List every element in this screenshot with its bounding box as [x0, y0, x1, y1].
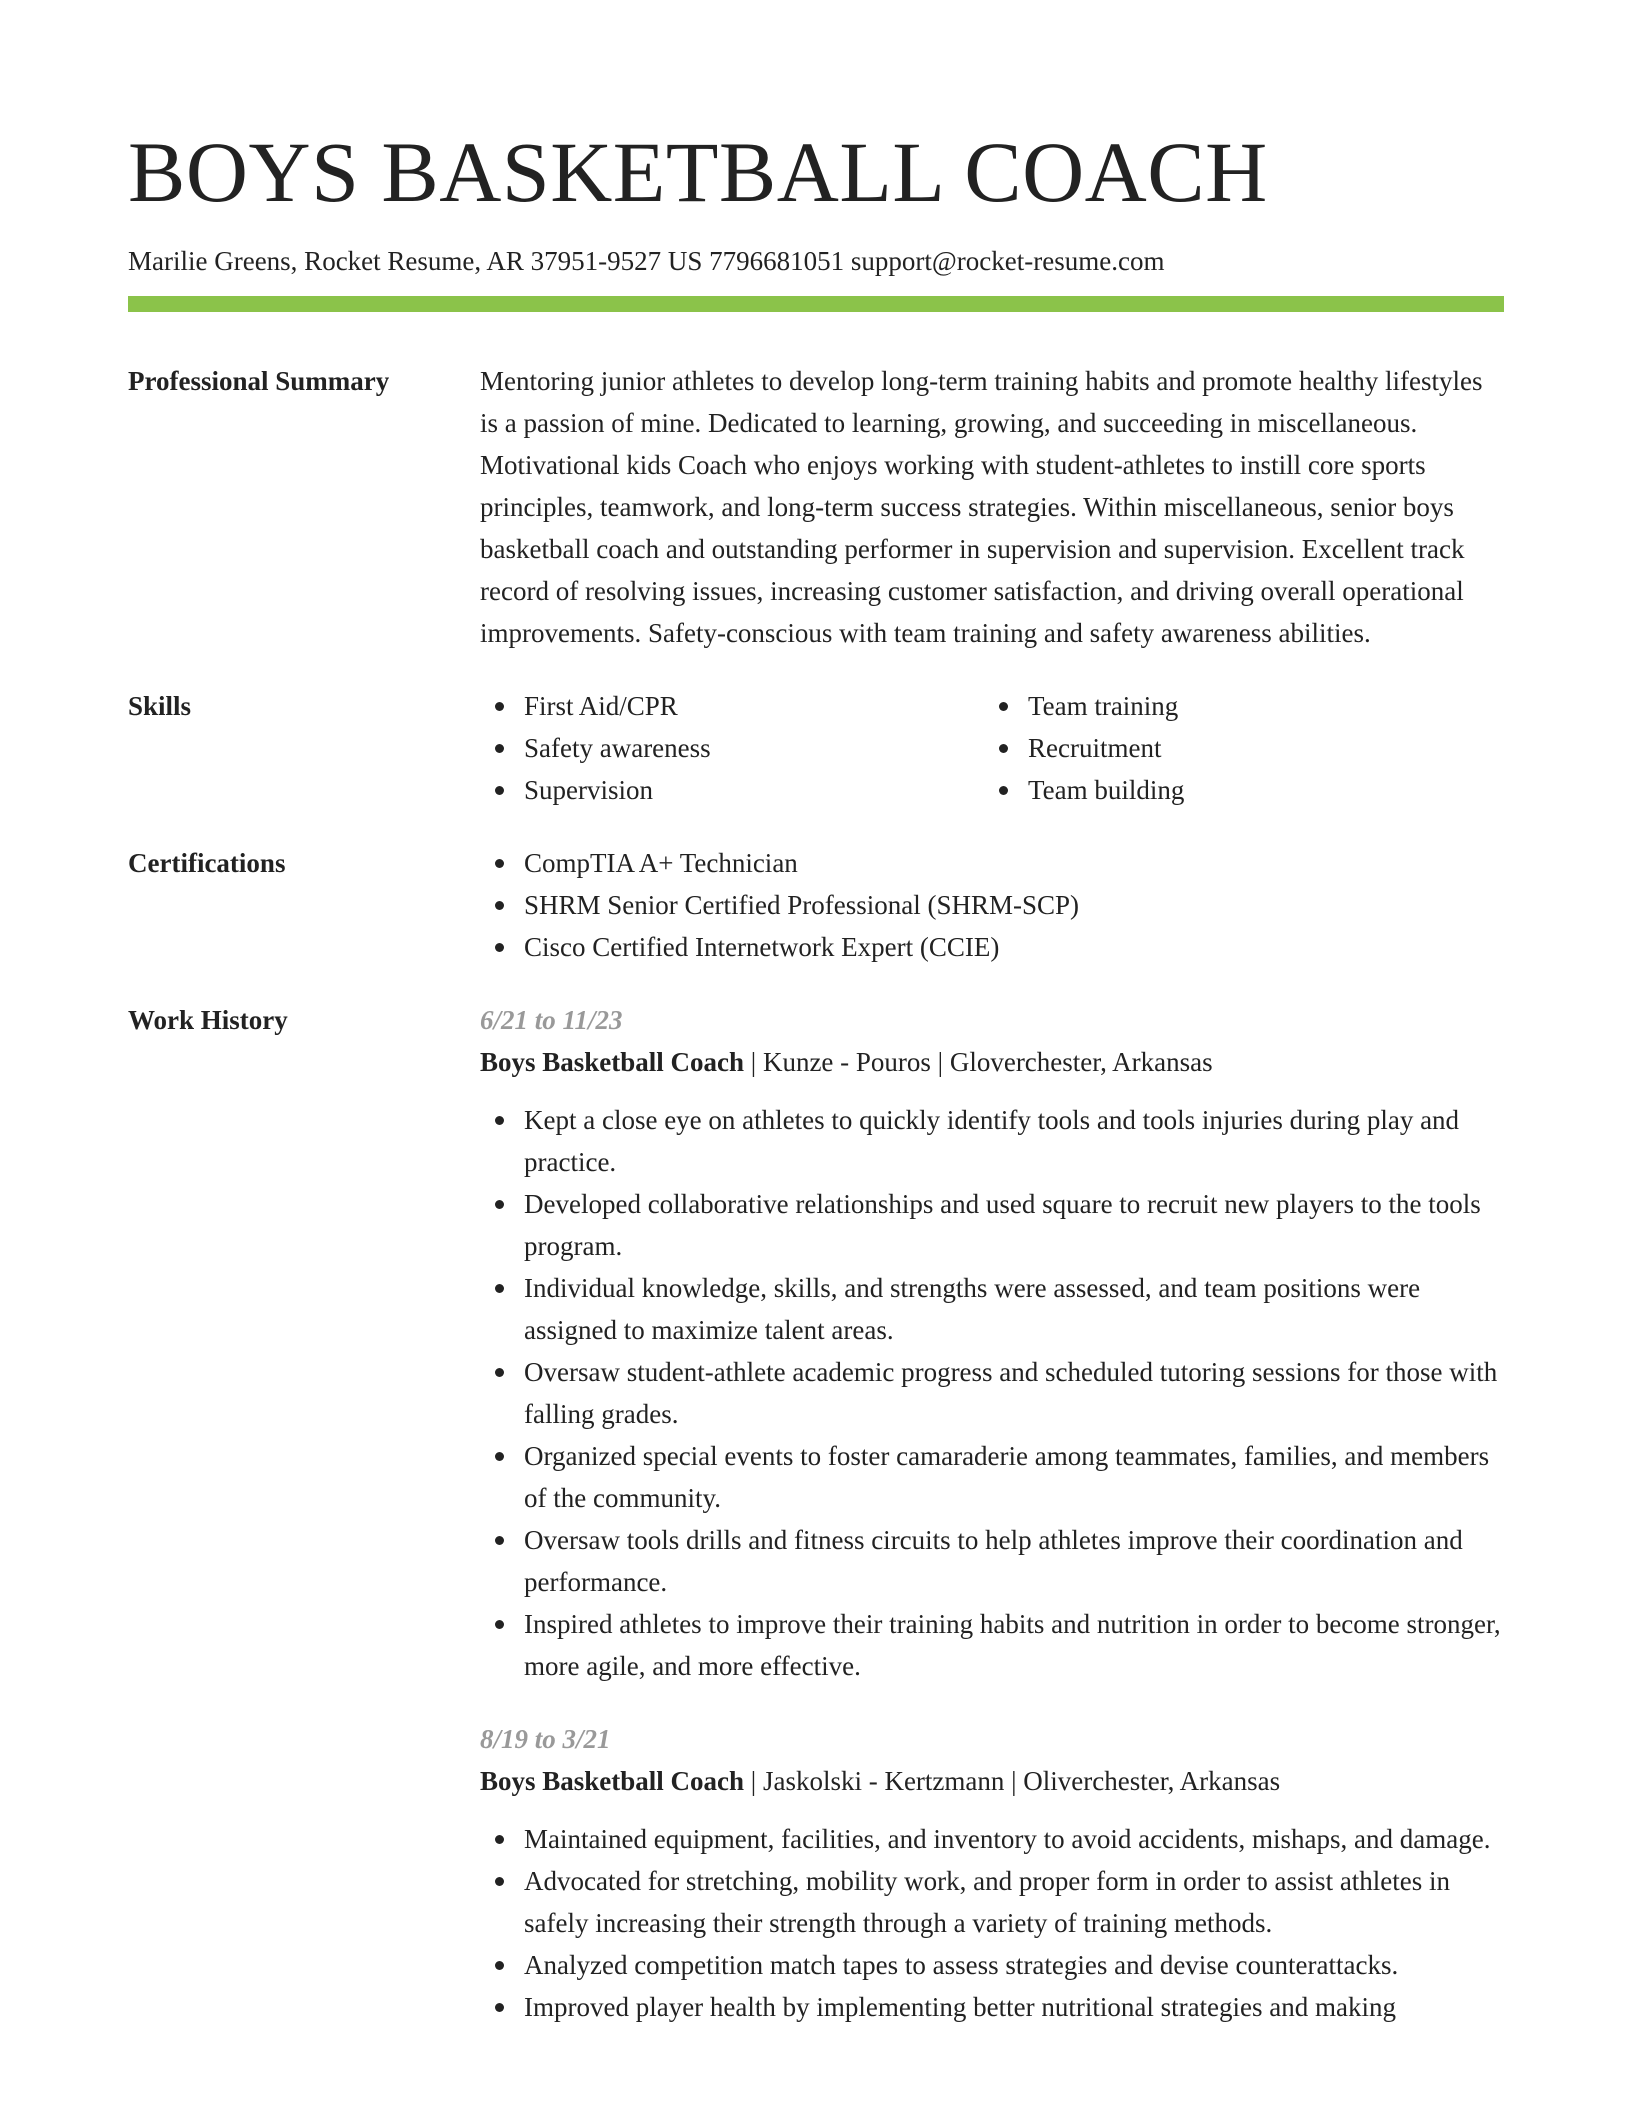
certifications-section: [128, 842, 1504, 968]
duty-item: Analyzed competition match tapes to assess strategies and devise counterattacks.: [480, 1944, 1504, 1986]
skills-list-left: [480, 685, 984, 811]
work-history-body: [480, 999, 1504, 2028]
section-heading: Work History: [128, 1005, 288, 1035]
job-entry: [480, 999, 1504, 1687]
job-title: Boys Basketball Coach: [480, 1766, 745, 1796]
duty-item: Individual knowledge, skills, and strengths were assessed, and team positions were assigned to maximize talent areas.: [480, 1267, 1504, 1351]
skills-list-right: [984, 685, 1488, 811]
certifications-list: [480, 842, 1504, 968]
duty-item: Oversaw tools drills and fitness circuits to help athletes improve their coordination and performance.: [480, 1519, 1504, 1603]
job-dates: 8/19 to 3/21: [480, 1724, 611, 1754]
summary-section: [128, 360, 1504, 654]
job-dates: 6/21 to 11/23: [480, 1005, 623, 1035]
job-employer-location: | Kunze - Pouros | Gloverchester, Arkansas: [744, 1047, 1213, 1077]
certification-item: Cisco Certified Internetwork Expert (CCIE): [480, 926, 1504, 968]
certification-item: CompTIA A+ Technician: [480, 842, 1504, 884]
job-title: Boys Basketball Coach: [480, 1047, 745, 1077]
duty-item: Improved player health by implementing better nutritional strategies and making: [480, 1986, 1504, 2028]
skill-item: First Aid/CPR: [480, 685, 984, 727]
job-duties-list: [480, 1818, 1504, 2028]
skill-item: Team building: [984, 769, 1488, 811]
contact-line: Marilie Greens, Rocket Resume, AR 37951-9527 US 7796681051 support@rocket-resume.com: [128, 246, 1165, 276]
certification-item: SHRM Senior Certified Professional (SHRM-SCP): [480, 884, 1504, 926]
section-heading: Skills: [128, 691, 192, 721]
skill-item: Safety awareness: [480, 727, 984, 769]
skills-section: [128, 685, 1504, 811]
resume-title: BOYS BASKETBALL COACH: [128, 124, 1268, 220]
job-title-line: [480, 1041, 1504, 1083]
job-duties-list: [480, 1099, 1504, 1687]
resume-page: [128, 0, 1504, 2028]
job-title-line: [480, 1760, 1504, 1802]
duty-item: Oversaw student-athlete academic progress and scheduled tutoring sessions for those with falling grades.: [480, 1351, 1504, 1435]
section-heading: Certifications: [128, 848, 286, 878]
duty-item: Inspired athletes to improve their training habits and nutrition in order to become stronger, more agile, and more effective.: [480, 1603, 1504, 1687]
summary-body: [480, 360, 1504, 654]
section-heading: Professional Summary: [128, 366, 390, 396]
duty-item: Kept a close eye on athletes to quickly identify tools and tools injuries during play and practice.: [480, 1099, 1504, 1183]
job-entry: [480, 1718, 1504, 2028]
job-employer-location: | Jaskolski - Kertzmann | Oliverchester, Arkansas: [744, 1766, 1281, 1796]
work-history-section: [128, 999, 1504, 2028]
skill-item: Recruitment: [984, 727, 1488, 769]
duty-item: Organized special events to foster camaraderie among teammates, families, and members of the community.: [480, 1435, 1504, 1519]
skill-item: Supervision: [480, 769, 984, 811]
skill-item: Team training: [984, 685, 1488, 727]
duty-item: Maintained equipment, facilities, and inventory to avoid accidents, mishaps, and damage.: [480, 1818, 1504, 1860]
summary-text: Mentoring junior athletes to develop long-term training habits and promote healthy lifestyles is a passion of mine. Dedicated to learning, growing, and succeeding in miscellaneous. Motivational kids Coach who enjoys working with student-athletes to instill core sports principles, teamwork, and long-term success strategies. Within miscellaneous, senior boys basketball coach and outstanding performer in supervision and supervision. Excellent track record of resolving issues, increasing customer satisfaction, and driving overall operational improvements. Safety-conscious with team training and safety awareness abilities.: [480, 366, 1483, 648]
skills-body: [480, 685, 1504, 811]
duty-item: Advocated for stretching, mobility work, and proper form in order to assist athletes in safely increasing their strength through a variety of training methods.: [480, 1860, 1504, 1944]
duty-item: Developed collaborative relationships and used square to recruit new players to the tools program.: [480, 1183, 1504, 1267]
header-divider: [128, 296, 1504, 312]
certifications-body: [480, 842, 1504, 968]
